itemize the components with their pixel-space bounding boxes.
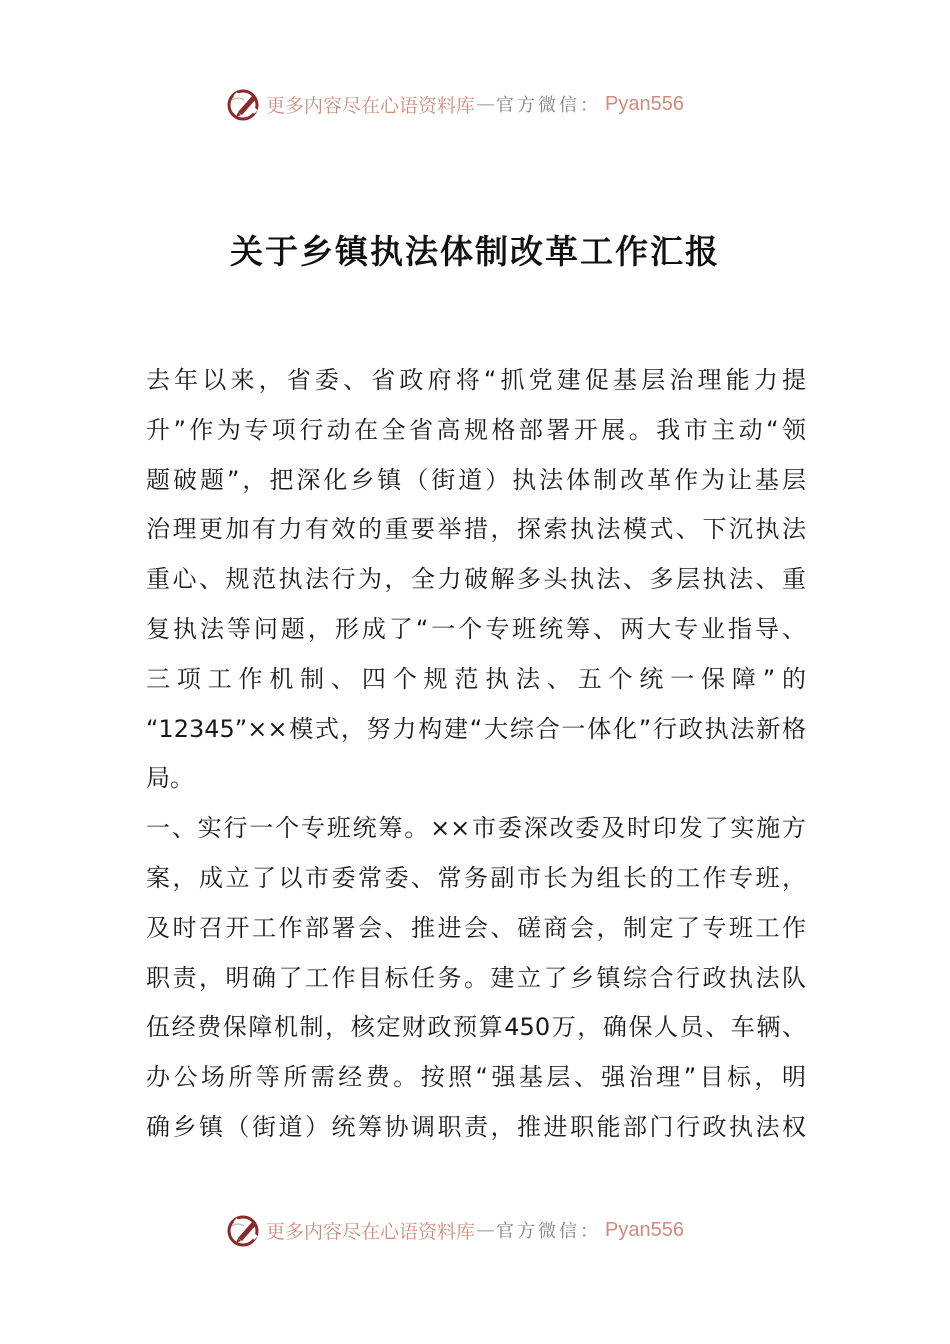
body-line: 题破题”，把深化乡镇（街道）执法体制改革作为让基层 xyxy=(146,465,806,494)
wechat-label: 官方微信： xyxy=(496,95,602,116)
wechat-label: 官方微信： xyxy=(496,1221,602,1242)
body-line: 一、实行一个专班统筹。××市委深改委及时印发了实施方 xyxy=(146,814,806,843)
document-title: 关于乡镇执法体制改革工作汇报 xyxy=(230,232,720,271)
body-line: “12345”××模式，努力构建“大综合一体化”行政执法新格 xyxy=(146,714,806,743)
body-line: 职责，明确了工作目标任务。建立了乡镇综合行政执法队 xyxy=(146,963,806,992)
wechat-id: Pyan556 xyxy=(605,1218,684,1241)
promo-text: 更多内容尽在心语资料库 xyxy=(266,94,476,117)
body-line: 伍经费保障机制，核定财政预算450万，确保人员、车辆、 xyxy=(146,1013,806,1042)
pen-logo-icon xyxy=(226,1212,262,1248)
body-line: 复执法等问题，形成了“一个专班统筹、两大专业指导、 xyxy=(146,614,806,643)
body-line: 办公场所等所需经费。按照“强基层、强治理”目标，明 xyxy=(146,1063,806,1092)
promo-text: 更多内容尽在心语资料库 xyxy=(266,1220,476,1243)
footer-watermark-banner xyxy=(226,1210,726,1250)
body-line: 三项工作机制、四个规范执法、五个统一保障”的 xyxy=(146,664,806,693)
body-line: 案，成立了以市委常委、常务副市长为组长的工作专班， xyxy=(146,863,806,892)
body-line: 局。 xyxy=(146,764,194,793)
wechat-id: Pyan556 xyxy=(605,92,684,115)
body-line: 升”作为专项行动在全省高规格部署开展。我市主动“领 xyxy=(146,415,806,444)
body-line: 重心、规范执法行为，全力破解多头执法、多层执法、重 xyxy=(146,565,806,594)
body-line: 及时召开工作部署会、推进会、磋商会，制定了专班工作 xyxy=(146,913,806,942)
document-body xyxy=(146,356,806,1153)
separator-dash: — xyxy=(476,93,496,115)
body-line: 治理更加有力有效的重要举措，探索执法模式、下沉执法 xyxy=(146,515,806,544)
pen-logo-icon xyxy=(226,86,262,122)
separator-dash: — xyxy=(476,1219,496,1241)
header-watermark-banner xyxy=(226,84,726,124)
body-line: 确乡镇（街道）统筹协调职责，推进职能部门行政执法权 xyxy=(146,1112,806,1141)
body-line: 去年以来，省委、省政府将“抓党建促基层治理能力提 xyxy=(146,366,806,394)
